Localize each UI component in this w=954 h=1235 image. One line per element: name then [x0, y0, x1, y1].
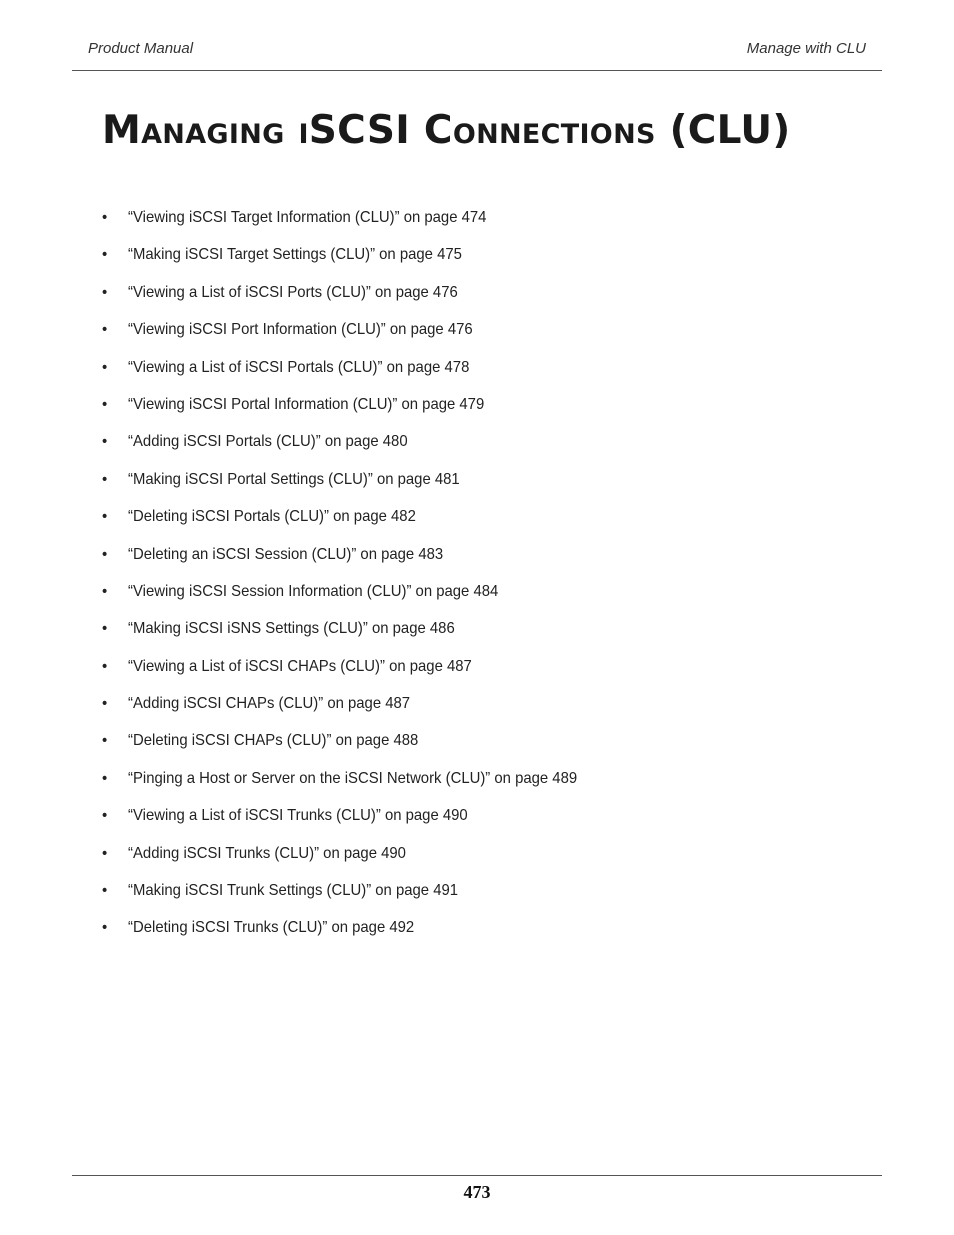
toc-item[interactable]: [102, 506, 577, 543]
toc-link[interactable]: “Deleting an iSCSI Session (CLU)” on page 483: [128, 545, 444, 563]
toc-link[interactable]: “Making iSCSI Portal Settings (CLU)” on page 481: [128, 470, 460, 488]
toc-link[interactable]: “Making iSCSI iSNS Settings (CLU)” on page 486: [128, 620, 455, 638]
toc-link[interactable]: “Viewing a List of iSCSI Trunks (CLU)” on page 490: [128, 807, 468, 825]
bullet-icon: •: [102, 620, 108, 638]
header-section-title: Manage with CLU: [746, 40, 866, 57]
toc-link[interactable]: “Viewing a List of iSCSI CHAPs (CLU)” on page 487: [128, 657, 472, 675]
toc-item[interactable]: [102, 618, 577, 655]
page-number: 473: [463, 1182, 491, 1202]
toc-link[interactable]: “Viewing iSCSI Portal Information (CLU)” on page 479: [128, 395, 485, 413]
page-title: [102, 108, 791, 153]
bullet-icon: •: [102, 246, 108, 264]
toc-item[interactable]: [102, 730, 577, 767]
bullet-icon: •: [102, 358, 108, 376]
toc-link[interactable]: “Adding iSCSI Trunks (CLU)” on page 490: [128, 844, 406, 862]
title-iscsi: SCSI: [308, 108, 411, 153]
toc-item[interactable]: [102, 693, 577, 730]
toc-link[interactable]: “Viewing iSCSI Target Information (CLU)” on page 474: [128, 209, 487, 226]
toc-item[interactable]: [102, 805, 577, 842]
toc-link[interactable]: “Making iSCSI Target Settings (CLU)” on page 475: [128, 246, 462, 264]
toc-link[interactable]: “Viewing iSCSI Session Information (CLU)” on page 484: [128, 582, 499, 600]
bullet-icon: •: [102, 657, 108, 675]
toc-item[interactable]: [102, 917, 577, 954]
bullet-icon: •: [102, 919, 108, 937]
bullet-icon: •: [102, 508, 108, 526]
toc-item[interactable]: [102, 431, 577, 468]
bullet-icon: •: [102, 470, 108, 488]
title-connections: Connections: [423, 108, 656, 153]
bullet-icon: •: [102, 545, 108, 563]
bullet-icon: •: [102, 283, 108, 301]
toc-link[interactable]: “Pinging a Host or Server on the iSCSI Network (CLU)” on page 489: [128, 769, 578, 787]
toc-item[interactable]: [102, 357, 577, 394]
bullet-icon: •: [102, 882, 108, 900]
bullet-icon: •: [102, 807, 108, 825]
title-prefix: Managing i: [102, 108, 309, 153]
toc-item[interactable]: [102, 319, 577, 356]
toc-link[interactable]: “Adding iSCSI CHAPs (CLU)” on page 487: [128, 695, 411, 713]
toc-item[interactable]: [102, 768, 577, 805]
toc-item[interactable]: [102, 394, 577, 431]
title-gap: [410, 108, 424, 153]
bullet-icon: •: [102, 732, 108, 750]
header-document-title: Product Manual: [88, 40, 194, 57]
bullet-icon: •: [102, 433, 108, 451]
toc-link[interactable]: “Viewing a List of iSCSI Ports (CLU)” on page 476: [128, 283, 458, 301]
toc-link[interactable]: “Viewing iSCSI Port Information (CLU)” on page 476: [128, 321, 473, 339]
toc-item[interactable]: [102, 656, 577, 693]
toc-item[interactable]: [102, 207, 577, 244]
toc-link[interactable]: “Viewing a List of iSCSI Portals (CLU)” on page 478: [128, 358, 470, 376]
title-clu: (CLU): [655, 108, 791, 153]
toc-item[interactable]: [102, 282, 577, 319]
bullet-icon: •: [102, 844, 108, 862]
footer-divider: [72, 1175, 882, 1176]
bullet-icon: •: [102, 321, 108, 339]
bullet-icon: •: [102, 209, 108, 226]
bullet-icon: •: [102, 769, 108, 787]
toc-item[interactable]: [102, 581, 577, 618]
toc-link[interactable]: “Deleting iSCSI CHAPs (CLU)” on page 488: [128, 732, 419, 750]
page-header: [72, 0, 882, 71]
toc-link[interactable]: “Making iSCSI Trunk Settings (CLU)” on page 491: [128, 882, 459, 900]
toc-item[interactable]: [102, 469, 577, 506]
toc-list: [102, 207, 613, 955]
bullet-icon: •: [102, 695, 108, 713]
toc-item[interactable]: [102, 544, 577, 581]
toc-item[interactable]: [102, 843, 577, 880]
toc-link[interactable]: “Deleting iSCSI Portals (CLU)” on page 482: [128, 508, 416, 526]
bullet-icon: •: [102, 582, 108, 600]
bullet-icon: •: [102, 395, 108, 413]
toc-link[interactable]: “Adding iSCSI Portals (CLU)” on page 480: [128, 433, 408, 451]
toc-link[interactable]: “Deleting iSCSI Trunks (CLU)” on page 492: [128, 919, 415, 937]
toc-item[interactable]: [102, 880, 577, 917]
toc-item[interactable]: [102, 244, 577, 281]
